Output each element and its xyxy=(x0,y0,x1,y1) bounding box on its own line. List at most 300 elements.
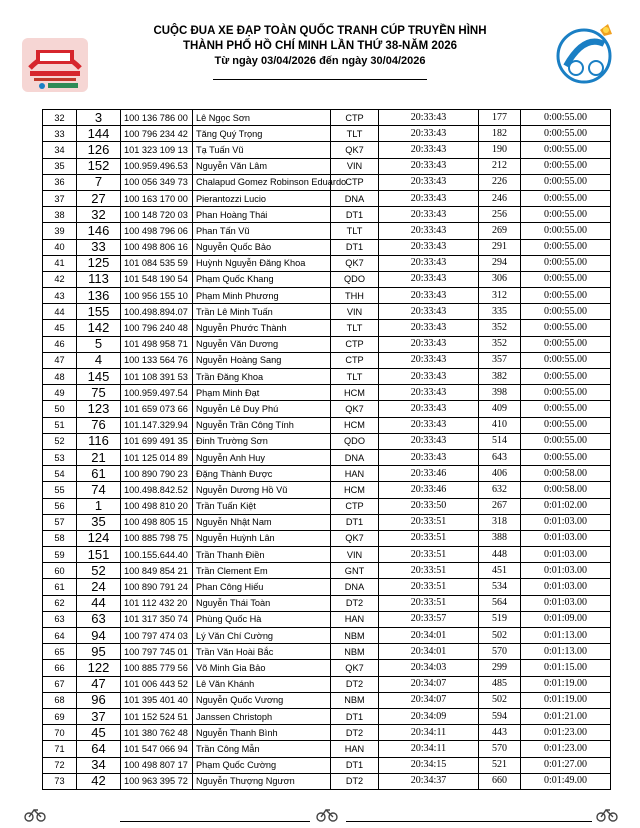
table-row xyxy=(43,288,611,304)
cyclist-icon xyxy=(316,806,338,822)
points-cell: 318 xyxy=(479,514,521,530)
team-code-cell: DT1 xyxy=(331,207,379,223)
team-code-cell: CTP xyxy=(331,352,379,368)
total-time-cell: 20:33:43 xyxy=(379,174,479,190)
uci-id-cell: 101 548 190 54 xyxy=(121,271,193,287)
rider-name-cell: Nguyễn Trần Công Tính xyxy=(193,417,331,433)
uci-id-cell: 100 498 796 06 xyxy=(121,223,193,239)
title-line-3: Từ ngày 03/04/2026 đến ngày 30/04/2026 xyxy=(214,55,426,67)
time-gap-cell: 0:01:03.00 xyxy=(521,595,611,611)
points-cell: 502 xyxy=(479,628,521,644)
total-time-cell: 20:33:43 xyxy=(379,158,479,174)
bib-cell: 124 xyxy=(77,530,121,546)
total-time-cell: 20:34:09 xyxy=(379,708,479,724)
rider-name-cell: Chalapud Gomez Robinson Eduardo xyxy=(193,174,331,190)
uci-id-cell: 100 796 234 42 xyxy=(121,126,193,142)
time-gap-cell: 0:00:55.00 xyxy=(521,142,611,158)
rank-cell: 56 xyxy=(43,498,77,514)
team-code-cell: GNT xyxy=(331,563,379,579)
rank-cell: 71 xyxy=(43,741,77,757)
total-time-cell: 20:33:43 xyxy=(379,239,479,255)
time-gap-cell: 0:01:13.00 xyxy=(521,628,611,644)
time-gap-cell: 0:01:23.00 xyxy=(521,725,611,741)
bib-cell: 136 xyxy=(77,288,121,304)
rank-cell: 48 xyxy=(43,369,77,385)
points-cell: 299 xyxy=(479,660,521,676)
bib-cell: 7 xyxy=(77,174,121,190)
table-row xyxy=(43,466,611,482)
table-row xyxy=(43,336,611,352)
bib-cell: 96 xyxy=(77,692,121,708)
uci-id-cell: 101 498 958 71 xyxy=(121,336,193,352)
team-code-cell: HAN xyxy=(331,466,379,482)
team-code-cell: TLT xyxy=(331,320,379,336)
time-gap-cell: 0:00:58.00 xyxy=(521,482,611,498)
bib-cell: 5 xyxy=(77,336,121,352)
points-cell: 448 xyxy=(479,547,521,563)
total-time-cell: 20:34:11 xyxy=(379,725,479,741)
bib-cell: 123 xyxy=(77,401,121,417)
bib-cell: 125 xyxy=(77,255,121,271)
team-code-cell: DT2 xyxy=(331,595,379,611)
table-row xyxy=(43,320,611,336)
uci-id-cell: 101 395 401 40 xyxy=(121,692,193,708)
rider-name-cell: Nguyễn Lê Duy Phú xyxy=(193,401,331,417)
bib-cell: 142 xyxy=(77,320,121,336)
team-code-cell: QK7 xyxy=(331,255,379,271)
uci-id-cell: 100 849 854 21 xyxy=(121,563,193,579)
table-row xyxy=(43,385,611,401)
uci-id-cell: 100 498 810 20 xyxy=(121,498,193,514)
rider-name-cell: Phan Hoàng Thái xyxy=(193,207,331,223)
table-row xyxy=(43,190,611,206)
rank-cell: 62 xyxy=(43,595,77,611)
header-divider xyxy=(213,79,427,80)
time-gap-cell: 0:00:55.00 xyxy=(521,385,611,401)
table-row xyxy=(43,174,611,190)
points-cell: 398 xyxy=(479,385,521,401)
total-time-cell: 20:34:03 xyxy=(379,660,479,676)
table-row xyxy=(43,579,611,595)
points-cell: 406 xyxy=(479,466,521,482)
team-code-cell: DNA xyxy=(331,449,379,465)
bib-cell: 145 xyxy=(77,369,121,385)
rider-name-cell: Lê Ngọc Sơn xyxy=(193,110,331,126)
team-code-cell: THH xyxy=(331,288,379,304)
time-gap-cell: 0:01:49.00 xyxy=(521,773,611,789)
time-gap-cell: 0:00:55.00 xyxy=(521,174,611,190)
uci-id-cell: 100 890 790 23 xyxy=(121,466,193,482)
points-cell: 226 xyxy=(479,174,521,190)
table-row xyxy=(43,401,611,417)
rider-name-cell: Trần Clement Em xyxy=(193,563,331,579)
points-cell: 294 xyxy=(479,255,521,271)
bib-cell: 32 xyxy=(77,207,121,223)
uci-id-cell: 100 163 170 00 xyxy=(121,190,193,206)
rider-name-cell: Trần Văn Hoài Bắc xyxy=(193,644,331,660)
uci-id-cell: 100.155.644.40 xyxy=(121,547,193,563)
bib-cell: 64 xyxy=(77,741,121,757)
team-code-cell: DT2 xyxy=(331,773,379,789)
time-gap-cell: 0:00:55.00 xyxy=(521,158,611,174)
table-row xyxy=(43,611,611,627)
rider-name-cell: Nguyễn Thanh Bình xyxy=(193,725,331,741)
rider-name-cell: Trần Công Mẫn xyxy=(193,741,331,757)
table-row xyxy=(43,692,611,708)
uci-id-cell: 100 890 791 24 xyxy=(121,579,193,595)
rider-name-cell: Nguyễn Văn Dương xyxy=(193,336,331,352)
uci-id-cell: 101 006 443 52 xyxy=(121,676,193,692)
rank-cell: 58 xyxy=(43,530,77,546)
time-gap-cell: 0:01:21.00 xyxy=(521,708,611,724)
total-time-cell: 20:33:43 xyxy=(379,449,479,465)
bib-cell: 37 xyxy=(77,708,121,724)
rider-name-cell: Nguyễn Hoàng Sang xyxy=(193,352,331,368)
rider-name-cell: Lý Văn Chí Cường xyxy=(193,628,331,644)
table-row xyxy=(43,110,611,126)
page-footer xyxy=(0,796,640,828)
document-title-block xyxy=(130,24,510,69)
team-code-cell: HCM xyxy=(331,417,379,433)
rider-name-cell: Tạ Tuấn Vũ xyxy=(193,142,331,158)
uci-id-cell: 100 056 349 73 xyxy=(121,174,193,190)
bib-cell: 126 xyxy=(77,142,121,158)
uci-id-cell: 101 317 350 74 xyxy=(121,611,193,627)
uci-id-cell: 100 797 474 03 xyxy=(121,628,193,644)
bib-cell: 45 xyxy=(77,725,121,741)
team-code-cell: HCM xyxy=(331,385,379,401)
team-code-cell: HAN xyxy=(331,741,379,757)
team-code-cell: CTP xyxy=(331,174,379,190)
uci-id-cell: 100 498 806 16 xyxy=(121,239,193,255)
uci-id-cell: 100 136 786 00 xyxy=(121,110,193,126)
team-code-cell: QK7 xyxy=(331,142,379,158)
time-gap-cell: 0:00:55.00 xyxy=(521,433,611,449)
points-cell: 570 xyxy=(479,644,521,660)
bib-cell: 42 xyxy=(77,773,121,789)
bib-cell: 74 xyxy=(77,482,121,498)
time-gap-cell: 0:01:19.00 xyxy=(521,692,611,708)
bib-cell: 146 xyxy=(77,223,121,239)
total-time-cell: 20:33:43 xyxy=(379,110,479,126)
table-row xyxy=(43,514,611,530)
total-time-cell: 20:33:50 xyxy=(379,498,479,514)
table-row xyxy=(43,708,611,724)
points-cell: 632 xyxy=(479,482,521,498)
points-cell: 182 xyxy=(479,126,521,142)
table-row xyxy=(43,628,611,644)
total-time-cell: 20:34:07 xyxy=(379,676,479,692)
uci-id-cell: 101 084 535 59 xyxy=(121,255,193,271)
table-row xyxy=(43,158,611,174)
points-cell: 485 xyxy=(479,676,521,692)
team-code-cell: NBM xyxy=(331,692,379,708)
total-time-cell: 20:33:51 xyxy=(379,579,479,595)
points-cell: 269 xyxy=(479,223,521,239)
uci-id-cell: 100 956 155 10 xyxy=(121,288,193,304)
table-row xyxy=(43,239,611,255)
points-cell: 190 xyxy=(479,142,521,158)
team-code-cell: QDO xyxy=(331,271,379,287)
rank-cell: 65 xyxy=(43,644,77,660)
team-code-cell: DNA xyxy=(331,579,379,595)
bib-cell: 151 xyxy=(77,547,121,563)
uci-id-cell: 100 885 779 56 xyxy=(121,660,193,676)
bib-cell: 47 xyxy=(77,676,121,692)
rank-cell: 64 xyxy=(43,628,77,644)
table-row xyxy=(43,660,611,676)
time-gap-cell: 0:00:55.00 xyxy=(521,449,611,465)
time-gap-cell: 0:01:09.00 xyxy=(521,611,611,627)
points-cell: 382 xyxy=(479,369,521,385)
team-code-cell: QDO xyxy=(331,433,379,449)
time-gap-cell: 0:01:02.00 xyxy=(521,498,611,514)
time-gap-cell: 0:00:55.00 xyxy=(521,320,611,336)
bib-cell: 95 xyxy=(77,644,121,660)
time-gap-cell: 0:00:55.00 xyxy=(521,239,611,255)
rank-cell: 46 xyxy=(43,336,77,352)
total-time-cell: 20:33:43 xyxy=(379,255,479,271)
table-row xyxy=(43,741,611,757)
footer-line-right xyxy=(346,821,592,822)
rider-name-cell: Nguyễn Nhật Nam xyxy=(193,514,331,530)
uci-id-cell: 100 498 807 17 xyxy=(121,757,193,773)
uci-id-cell: 100 797 745 01 xyxy=(121,644,193,660)
bib-cell: 24 xyxy=(77,579,121,595)
uci-id-cell: 100 885 798 75 xyxy=(121,530,193,546)
time-gap-cell: 0:00:55.00 xyxy=(521,304,611,320)
table-row xyxy=(43,207,611,223)
table-row xyxy=(43,304,611,320)
rider-name-cell: Huỳnh Nguyễn Đăng Khoa xyxy=(193,255,331,271)
bib-cell: 116 xyxy=(77,433,121,449)
title-line-2: THÀNH PHỐ HỒ CHÍ MINH LẦN THỨ 38-NĂM 2026 xyxy=(182,40,458,52)
rider-name-cell: Nguyễn Thượng Ngươn xyxy=(193,773,331,789)
table-row xyxy=(43,271,611,287)
total-time-cell: 20:33:43 xyxy=(379,385,479,401)
bib-cell: 52 xyxy=(77,563,121,579)
points-cell: 534 xyxy=(479,579,521,595)
total-time-cell: 20:33:43 xyxy=(379,336,479,352)
uci-id-cell: 101 152 524 51 xyxy=(121,708,193,724)
table-row xyxy=(43,676,611,692)
rank-cell: 40 xyxy=(43,239,77,255)
total-time-cell: 20:34:01 xyxy=(379,644,479,660)
total-time-cell: 20:33:51 xyxy=(379,530,479,546)
rank-cell: 39 xyxy=(43,223,77,239)
rider-name-cell: Phạm Minh Đạt xyxy=(193,385,331,401)
table-row xyxy=(43,352,611,368)
bib-cell: 63 xyxy=(77,611,121,627)
rank-cell: 51 xyxy=(43,417,77,433)
table-row xyxy=(43,725,611,741)
rank-cell: 53 xyxy=(43,449,77,465)
total-time-cell: 20:33:51 xyxy=(379,514,479,530)
rank-cell: 73 xyxy=(43,773,77,789)
rider-name-cell: Đặng Thành Được xyxy=(193,466,331,482)
rider-name-cell: Nguyễn Dương Hồ Vũ xyxy=(193,482,331,498)
points-cell: 335 xyxy=(479,304,521,320)
points-cell: 519 xyxy=(479,611,521,627)
points-cell: 643 xyxy=(479,449,521,465)
total-time-cell: 20:33:51 xyxy=(379,547,479,563)
rider-name-cell: Phạm Quốc Cường xyxy=(193,757,331,773)
time-gap-cell: 0:01:13.00 xyxy=(521,644,611,660)
total-time-cell: 20:33:43 xyxy=(379,369,479,385)
points-cell: 443 xyxy=(479,725,521,741)
uci-id-cell: 100 498 805 15 xyxy=(121,514,193,530)
rank-cell: 34 xyxy=(43,142,77,158)
team-code-cell: VIN xyxy=(331,304,379,320)
total-time-cell: 20:33:43 xyxy=(379,433,479,449)
table-row xyxy=(43,369,611,385)
total-time-cell: 20:34:11 xyxy=(379,741,479,757)
bib-cell: 33 xyxy=(77,239,121,255)
rider-name-cell: Phạm Minh Phương xyxy=(193,288,331,304)
time-gap-cell: 0:01:19.00 xyxy=(521,676,611,692)
time-gap-cell: 0:01:03.00 xyxy=(521,514,611,530)
uci-id-cell: 100 148 720 03 xyxy=(121,207,193,223)
time-gap-cell: 0:00:58.00 xyxy=(521,466,611,482)
team-code-cell: NBM xyxy=(331,644,379,660)
uci-id-cell: 100.959.497.54 xyxy=(121,385,193,401)
bib-cell: 152 xyxy=(77,158,121,174)
rank-cell: 61 xyxy=(43,579,77,595)
rider-name-cell: Phan Công Hiếu xyxy=(193,579,331,595)
cup-truyen-hinh-logo-icon xyxy=(22,38,88,92)
table-row xyxy=(43,547,611,563)
uci-id-cell: 101 380 762 48 xyxy=(121,725,193,741)
time-gap-cell: 0:01:03.00 xyxy=(521,530,611,546)
rank-cell: 47 xyxy=(43,352,77,368)
table-row xyxy=(43,223,611,239)
total-time-cell: 20:33:51 xyxy=(379,595,479,611)
bib-cell: 21 xyxy=(77,449,121,465)
rank-cell: 59 xyxy=(43,547,77,563)
points-cell: 564 xyxy=(479,595,521,611)
points-cell: 246 xyxy=(479,190,521,206)
table-row xyxy=(43,417,611,433)
rider-name-cell: Nguyễn Thái Toàn xyxy=(193,595,331,611)
time-gap-cell: 0:00:55.00 xyxy=(521,352,611,368)
total-time-cell: 20:33:43 xyxy=(379,352,479,368)
time-gap-cell: 0:00:55.00 xyxy=(521,255,611,271)
bib-cell: 4 xyxy=(77,352,121,368)
team-code-cell: QK7 xyxy=(331,530,379,546)
table-row xyxy=(43,482,611,498)
bib-cell: 61 xyxy=(77,466,121,482)
team-code-cell: VIN xyxy=(331,158,379,174)
bib-cell: 75 xyxy=(77,385,121,401)
table-row xyxy=(43,449,611,465)
uci-id-cell: 101 699 491 35 xyxy=(121,433,193,449)
team-code-cell: TLT xyxy=(331,369,379,385)
uci-id-cell: 100.959.496.53 xyxy=(121,158,193,174)
time-gap-cell: 0:00:55.00 xyxy=(521,336,611,352)
rank-cell: 49 xyxy=(43,385,77,401)
points-cell: 514 xyxy=(479,433,521,449)
bib-cell: 34 xyxy=(77,757,121,773)
team-code-cell: DNA xyxy=(331,190,379,206)
points-cell: 594 xyxy=(479,708,521,724)
rider-name-cell: Đinh Trường Sơn xyxy=(193,433,331,449)
team-code-cell: QK7 xyxy=(331,660,379,676)
points-cell: 352 xyxy=(479,320,521,336)
rider-name-cell: Tăng Quý Trọng xyxy=(193,126,331,142)
table-row xyxy=(43,255,611,271)
total-time-cell: 20:33:43 xyxy=(379,223,479,239)
table-row xyxy=(43,142,611,158)
time-gap-cell: 0:01:03.00 xyxy=(521,547,611,563)
rank-cell: 50 xyxy=(43,401,77,417)
cyclist-icon xyxy=(596,806,618,822)
rider-name-cell: Phùng Quốc Hà xyxy=(193,611,331,627)
team-code-cell: DT2 xyxy=(331,725,379,741)
points-cell: 570 xyxy=(479,741,521,757)
team-code-cell: TLT xyxy=(331,223,379,239)
team-code-cell: QK7 xyxy=(331,401,379,417)
rider-name-cell: Nguyễn Quốc Vương xyxy=(193,692,331,708)
rank-cell: 45 xyxy=(43,320,77,336)
bib-cell: 113 xyxy=(77,271,121,287)
table-row xyxy=(43,433,611,449)
points-cell: 306 xyxy=(479,271,521,287)
uci-id-cell: 101 125 014 89 xyxy=(121,449,193,465)
table-row xyxy=(43,757,611,773)
rank-cell: 67 xyxy=(43,676,77,692)
bib-cell: 35 xyxy=(77,514,121,530)
total-time-cell: 20:33:43 xyxy=(379,126,479,142)
team-code-cell: VIN xyxy=(331,547,379,563)
total-time-cell: 20:34:01 xyxy=(379,628,479,644)
rider-name-cell: Trần Thanh Điền xyxy=(193,547,331,563)
rank-cell: 35 xyxy=(43,158,77,174)
uci-id-cell: 100 133 564 76 xyxy=(121,352,193,368)
rider-name-cell: Trần Lê Minh Tuấn xyxy=(193,304,331,320)
points-cell: 256 xyxy=(479,207,521,223)
table-row xyxy=(43,644,611,660)
points-cell: 410 xyxy=(479,417,521,433)
bib-cell: 94 xyxy=(77,628,121,644)
bib-cell: 144 xyxy=(77,126,121,142)
team-code-cell: CTP xyxy=(331,110,379,126)
team-code-cell: CTP xyxy=(331,498,379,514)
rider-name-cell: Võ Minh Gia Bảo xyxy=(193,660,331,676)
points-cell: 357 xyxy=(479,352,521,368)
rider-name-cell: Trần Tuấn Kiệt xyxy=(193,498,331,514)
rank-cell: 36 xyxy=(43,174,77,190)
page-header xyxy=(0,0,640,105)
rider-name-cell: Nguyễn Phước Thành xyxy=(193,320,331,336)
uci-id-cell: 100 963 395 72 xyxy=(121,773,193,789)
rider-name-cell: Nguyễn Văn Lâm xyxy=(193,158,331,174)
rider-name-cell: Nguyễn Quốc Bảo xyxy=(193,239,331,255)
total-time-cell: 20:34:37 xyxy=(379,773,479,789)
total-time-cell: 20:33:43 xyxy=(379,288,479,304)
uci-id-cell: 101 323 109 13 xyxy=(121,142,193,158)
bib-cell: 155 xyxy=(77,304,121,320)
rank-cell: 72 xyxy=(43,757,77,773)
time-gap-cell: 0:01:27.00 xyxy=(521,757,611,773)
team-code-cell: TLT xyxy=(331,126,379,142)
title-line-1: CUỘC ĐUA XE ĐẠP TOÀN QUỐC TRANH CÚP TRUYỀN HÌNH xyxy=(153,25,487,37)
bib-cell: 44 xyxy=(77,595,121,611)
rider-name-cell: Pierantozzi Lucio xyxy=(193,190,331,206)
vcf-cyclist-logo-icon xyxy=(554,20,618,88)
uci-id-cell: 100.498.842.52 xyxy=(121,482,193,498)
rank-cell: 63 xyxy=(43,611,77,627)
table-row xyxy=(43,563,611,579)
